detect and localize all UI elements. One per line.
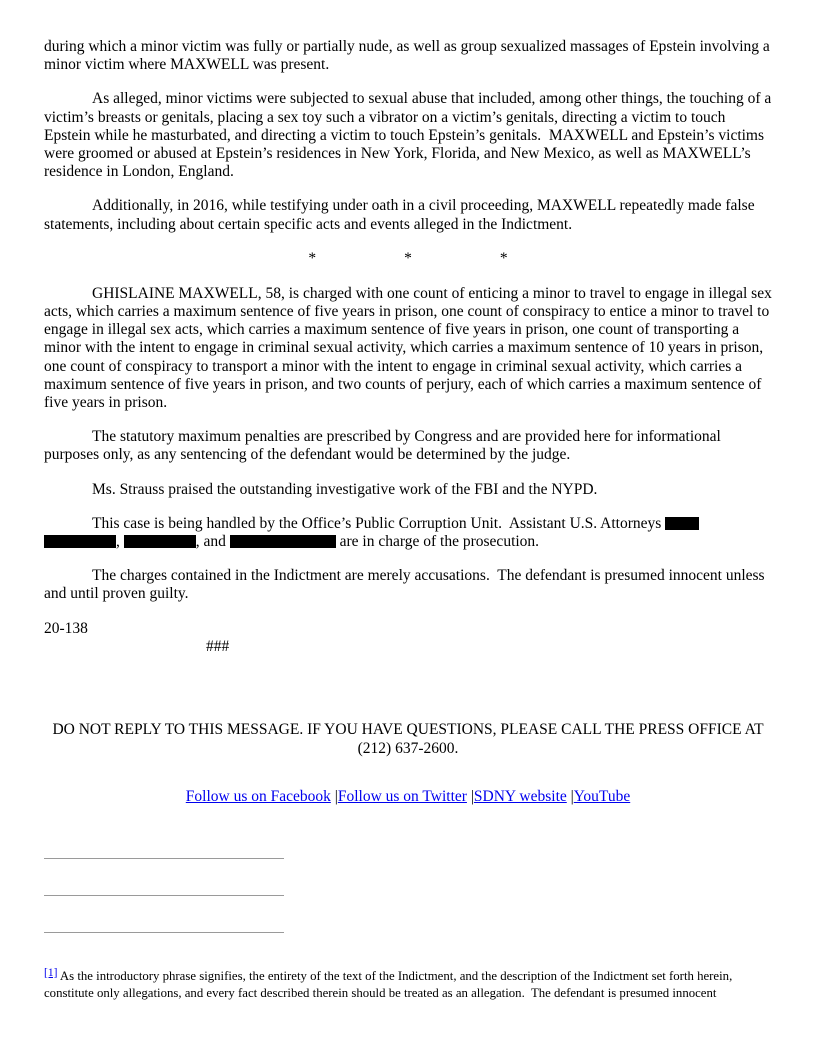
paragraph-presumption-innocence: The charges contained in the Indictment are merely accusations. The defendant is presumed innocent unless and until proven guilty.: [44, 567, 769, 603]
link-separator: |: [570, 787, 574, 805]
separator-line: [44, 932, 284, 933]
case-number: 20-138: [44, 619, 88, 637]
footnote-marker-link[interactable]: [1]: [44, 966, 58, 979]
social-links-row: [44, 788, 772, 806]
press-office-notice: DO NOT REPLY TO THIS MESSAGE. IF YOU HAVE QUESTIONS, PLEASE CALL THE PRESS OFFICE AT (212) 637-2600.: [52, 720, 764, 757]
separator-line: [44, 858, 284, 859]
redaction-bar: [44, 535, 116, 548]
redaction-bar: [230, 535, 336, 548]
link-separator: |: [470, 787, 474, 805]
paragraph-false-statements: Additionally, in 2016, while testifying under oath in a civil proceeding, MAXWELL repeatedly made false statements, including about certain specific acts and events alleged in the Indictment.: [44, 197, 759, 233]
twitter-link[interactable]: Follow us on Twitter: [337, 787, 467, 805]
sdny-website-link[interactable]: SDNY website: [473, 787, 567, 805]
case-handling-text-2: ,: [116, 533, 124, 551]
paragraph-massages: during which a minor victim was fully or partially nude, as well as group sexualized massages of Epstein involving a minor victim where MAXWELL was present.: [44, 38, 774, 74]
redaction-bar: [665, 517, 699, 530]
paragraph-charges: GHISLAINE MAXWELL, 58, is charged with one count of enticing a minor to travel to engage in illegal sex acts, which carries a maximum sentence of five years in prison, one count of conspiracy to entice a minor to travel to engage in illegal sex acts, which carries a maximum sentence of five years in prison, one count of transporting a minor with the intent to engage in criminal sexual activity, which carries a maximum sentence of 10 years in prison, one count of conspiracy to transport a minor with the intent to engage in criminal sexual activity, which carries a maximum sentence of five years in prison, and two counts of perjury, each of which carries a maximum sentence of five years in prison.: [44, 284, 776, 412]
paragraph-abuse-allegations: As alleged, minor victims were subjected to sexual abuse that included, among other things, the touching of a victim’s breasts or genitals, placing a sex toy such a vibrator on a victim’s genitals, directing a victim to touch Epstein while he masturbated, and directing a victim to touch Epstein’s genitals. MAXWELL and Epstein’s victims were groomed or abused at Epstein’s residences in New York, Florida, and New Mexico, as well as MAXWELL’s residence in London, England.: [44, 90, 776, 181]
redaction-bar: [124, 535, 196, 548]
case-handling-text-3: , and: [195, 533, 230, 551]
paragraph-praise: Ms. Strauss praised the outstanding investigative work of the FBI and the NYPD.: [92, 480, 598, 498]
case-handling-text-4: are in charge of the prosecution.: [335, 533, 540, 551]
asterisk: *: [499, 249, 508, 267]
paragraph-statutory-maximums: The statutory maximum penalties are prescribed by Congress and are provided here for informational purposes only, as any sentencing of the defendant would be determined by the judge.: [44, 428, 725, 464]
footnote: [44, 965, 772, 1002]
paragraph-case-handling: [44, 515, 772, 551]
youtube-link[interactable]: YouTube: [573, 787, 631, 805]
facebook-link[interactable]: Follow us on Facebook: [185, 787, 331, 805]
asterisk: *: [308, 249, 317, 267]
asterisk: *: [404, 249, 412, 267]
end-marker: ###: [206, 637, 230, 655]
footnote-text: As the introductory phrase signifies, the entirety of the text of the Indictment, and the description of the Indictment set forth herein, constitute only allegations, and every fact described therein should be treated as an allegation. The defendant is presumed innocent: [44, 968, 736, 1000]
section-break-asterisks: [44, 250, 772, 268]
link-separator: |: [334, 787, 338, 805]
separator-line: [44, 895, 284, 896]
case-handling-text-1: This case is being handled by the Office’s Public Corruption Unit. Assistant U.S. Attorneys: [92, 514, 666, 532]
